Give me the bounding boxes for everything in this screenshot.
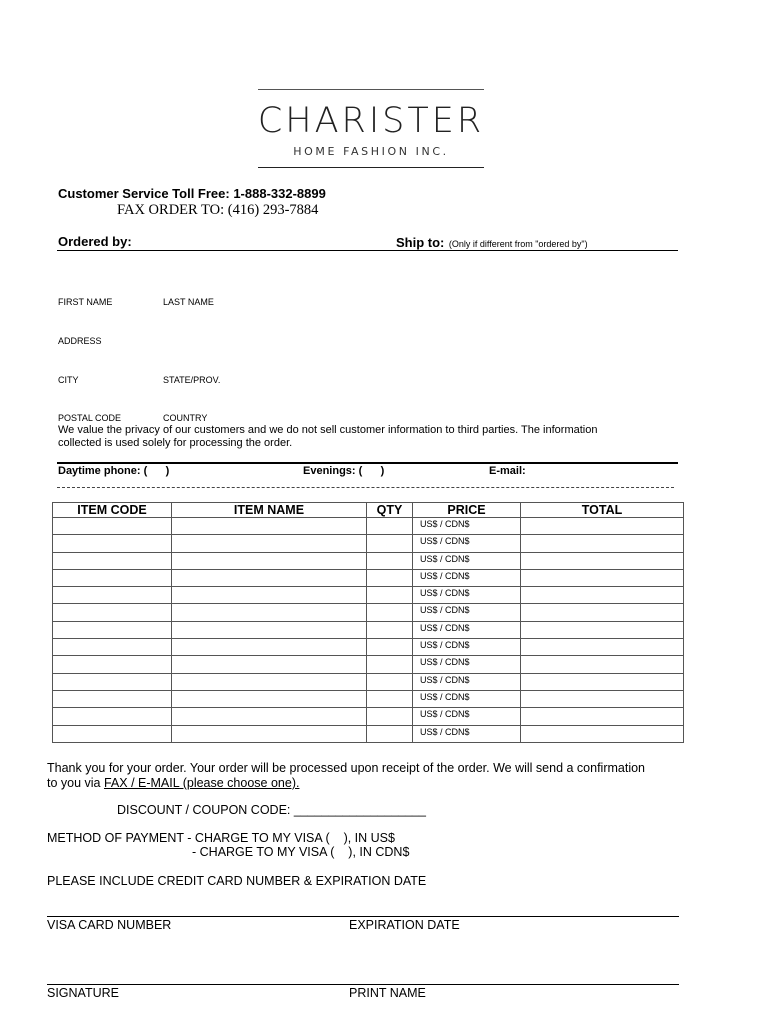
item-name-cell[interactable]	[172, 725, 367, 742]
price-cell[interactable]: US$ / CDN$	[413, 725, 521, 742]
address-label: ADDRESS	[58, 336, 102, 346]
qty-cell[interactable]	[367, 673, 413, 690]
column-header-price: PRICE	[413, 503, 521, 518]
item-code-cell[interactable]	[53, 639, 172, 656]
qty-cell[interactable]	[367, 569, 413, 586]
contact-rule-bottom	[57, 487, 674, 488]
item-name-cell[interactable]	[172, 673, 367, 690]
qty-cell[interactable]	[367, 552, 413, 569]
total-cell[interactable]	[521, 725, 684, 742]
country-label: COUNTRY	[163, 413, 208, 423]
table-row	[53, 690, 684, 707]
total-cell[interactable]	[521, 604, 684, 621]
payment-method-line-1: METHOD OF PAYMENT - CHARGE TO MY VISA ( ), IN US$	[47, 831, 395, 845]
table-row	[53, 518, 684, 535]
table-row	[53, 604, 684, 621]
item-code-cell[interactable]	[53, 552, 172, 569]
total-cell[interactable]	[521, 535, 684, 552]
item-name-cell[interactable]	[172, 656, 367, 673]
email-label: E-mail:	[489, 465, 526, 477]
total-cell[interactable]	[521, 673, 684, 690]
total-cell[interactable]	[521, 569, 684, 586]
table-row	[53, 656, 684, 673]
item-code-cell[interactable]	[53, 535, 172, 552]
toll-free-line: Customer Service Toll Free: 1-888-332-8899	[58, 186, 326, 201]
column-header-total: TOTAL	[521, 503, 684, 518]
column-header-item-code: ITEM CODE	[53, 503, 172, 518]
item-name-cell[interactable]	[172, 535, 367, 552]
first-name-label: FIRST NAME	[58, 297, 113, 307]
item-name-cell[interactable]	[172, 569, 367, 586]
column-header-item-name: ITEM NAME	[172, 503, 367, 518]
table-row	[53, 569, 684, 586]
logo-rule-bottom	[258, 167, 484, 168]
item-code-cell[interactable]	[53, 518, 172, 535]
item-name-cell[interactable]	[172, 604, 367, 621]
price-cell[interactable]: US$ / CDN$	[413, 535, 521, 552]
thanks-line-1: Thank you for your order. Your order will be processed upon receipt of the order. We will send a confirmation	[47, 761, 646, 775]
item-name-cell[interactable]	[172, 518, 367, 535]
table-row	[53, 587, 684, 604]
table-row	[53, 708, 684, 725]
item-code-cell[interactable]	[53, 604, 172, 621]
item-name-cell[interactable]	[172, 708, 367, 725]
ordered-by-rule	[57, 250, 678, 251]
total-cell[interactable]	[521, 639, 684, 656]
price-cell[interactable]: US$ / CDN$	[413, 569, 521, 586]
total-cell[interactable]	[521, 621, 684, 638]
discount-code-field: DISCOUNT / COUPON CODE: ___________________	[117, 803, 426, 817]
company-logo-subtitle: HOME FASHION INC.	[293, 145, 449, 158]
company-logo-name: CHARISTER	[257, 101, 485, 141]
contact-rule-top	[57, 462, 678, 464]
price-cell[interactable]: US$ / CDN$	[413, 587, 521, 604]
qty-cell[interactable]	[367, 535, 413, 552]
qty-cell[interactable]	[367, 587, 413, 604]
ordered-by-label: Ordered by:	[58, 234, 132, 249]
price-cell[interactable]: US$ / CDN$	[413, 518, 521, 535]
qty-cell[interactable]	[367, 639, 413, 656]
ship-to-label: Ship to:	[396, 235, 445, 250]
item-code-cell[interactable]	[53, 673, 172, 690]
table-row	[53, 725, 684, 742]
order-table	[52, 502, 684, 743]
signature-label: SIGNATURE	[47, 986, 119, 1000]
item-code-cell[interactable]	[53, 690, 172, 707]
total-cell[interactable]	[521, 552, 684, 569]
price-cell[interactable]: US$ / CDN$	[413, 621, 521, 638]
thanks-line-2	[47, 776, 299, 790]
item-code-cell[interactable]	[53, 621, 172, 638]
item-name-cell[interactable]	[172, 639, 367, 656]
price-cell[interactable]: US$ / CDN$	[413, 639, 521, 656]
ship-to-note: (Only if different from "ordered by")	[448, 239, 588, 249]
qty-cell[interactable]	[367, 725, 413, 742]
table-row	[53, 673, 684, 690]
city-label: CITY	[58, 375, 79, 385]
item-code-cell[interactable]	[53, 587, 172, 604]
table-row	[53, 535, 684, 552]
table-row	[53, 621, 684, 638]
price-cell[interactable]: US$ / CDN$	[413, 673, 521, 690]
item-name-cell[interactable]	[172, 587, 367, 604]
postal-code-label: POSTAL CODE	[58, 413, 122, 423]
column-header-qty: QTY	[367, 503, 413, 518]
total-cell[interactable]	[521, 708, 684, 725]
total-cell[interactable]	[521, 518, 684, 535]
qty-cell[interactable]	[367, 518, 413, 535]
total-cell[interactable]	[521, 587, 684, 604]
table-header-row	[53, 503, 684, 518]
price-cell[interactable]: US$ / CDN$	[413, 552, 521, 569]
privacy-line-2: collected is used solely for processing the order.	[58, 437, 293, 449]
qty-cell[interactable]	[367, 708, 413, 725]
table-row	[53, 552, 684, 569]
price-cell[interactable]: US$ / CDN$	[413, 708, 521, 725]
total-cell[interactable]	[521, 690, 684, 707]
item-code-cell[interactable]	[53, 725, 172, 742]
daytime-phone-label: Daytime phone: ( )	[58, 465, 170, 477]
payment-method-line-2: - CHARGE TO MY VISA ( ), IN CDN$	[192, 845, 410, 859]
expiration-date-label: EXPIRATION DATE	[349, 918, 460, 932]
privacy-line-1: We value the privacy of our customers and we do not sell customer information to third parties. The information	[58, 424, 598, 436]
signature-rule	[47, 984, 679, 985]
total-cell[interactable]	[521, 656, 684, 673]
item-code-cell[interactable]	[53, 708, 172, 725]
fax-order-line: FAX ORDER TO: (416) 293-7884	[117, 202, 319, 218]
price-cell[interactable]: US$ / CDN$	[413, 690, 521, 707]
thanks-line-2-prefix: to you via	[47, 776, 104, 790]
print-name-label: PRINT NAME	[349, 986, 426, 1000]
table-row	[53, 639, 684, 656]
qty-cell[interactable]	[367, 690, 413, 707]
item-code-cell[interactable]	[53, 656, 172, 673]
qty-cell[interactable]	[367, 604, 413, 621]
last-name-label: LAST NAME	[163, 297, 214, 307]
qty-cell[interactable]	[367, 621, 413, 638]
logo-rule-top	[258, 89, 484, 90]
item-name-cell[interactable]	[172, 552, 367, 569]
fax-email-choice: FAX / E-MAIL (please choose one).	[103, 776, 300, 790]
qty-cell[interactable]	[367, 656, 413, 673]
item-name-cell[interactable]	[172, 621, 367, 638]
visa-card-number-label: VISA CARD NUMBER	[47, 918, 172, 932]
credit-card-note: PLEASE INCLUDE CREDIT CARD NUMBER & EXPIRATION DATE	[47, 874, 427, 888]
evenings-phone-label: Evenings: ( )	[303, 465, 385, 477]
item-code-cell[interactable]	[53, 569, 172, 586]
card-number-rule	[47, 916, 679, 917]
state-label: STATE/PROV.	[163, 375, 221, 385]
item-name-cell[interactable]	[172, 690, 367, 707]
price-cell[interactable]: US$ / CDN$	[413, 656, 521, 673]
price-cell[interactable]: US$ / CDN$	[413, 604, 521, 621]
